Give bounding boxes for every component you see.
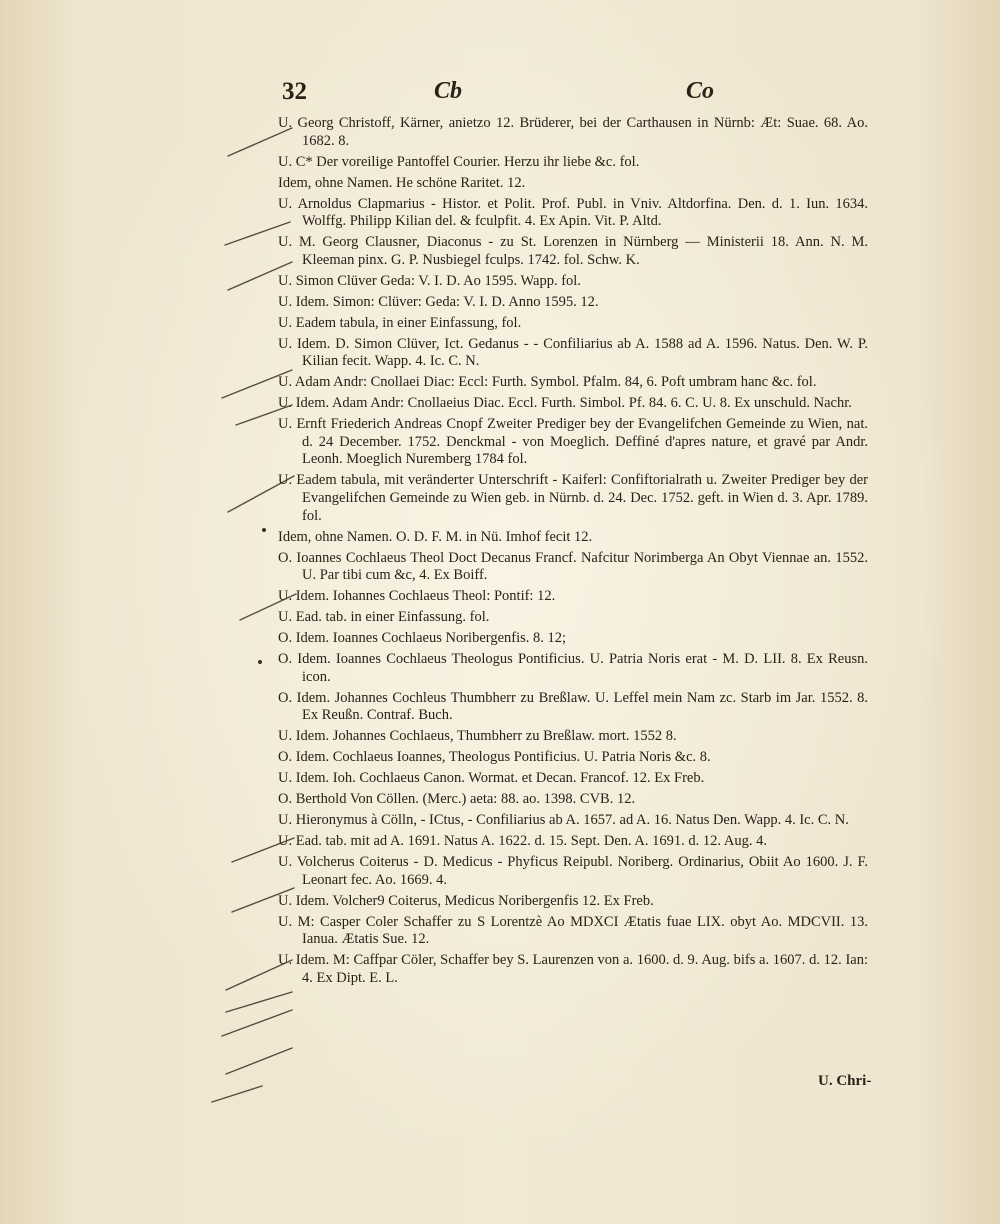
- catalog-entry: Idem, ohne Namen. O. D. F. M. in Nü. Imhof fecit 12.: [278, 528, 593, 545]
- catalog-entry: U. Simon Clüver Geda: V. I. D. Ao 1595. Wapp. fol.: [278, 272, 581, 289]
- running-head-right: Co: [686, 78, 715, 104]
- catalog-entry: U. Eadem tabula, mit veränderter Unterschrift - Kaiferl: Confiftorialrath u. Zweiter Prediger bey der Evangelifchen Gemeinde zu Wien geb. in Nürnb. d. 24. Dec. 1752. geft. in Wien d. 3. Apr. 1789. fol.: [278, 472, 868, 524]
- catchword: U. Chri-: [818, 1073, 872, 1089]
- catalog-entry: U. Volcherus Coiterus - D. Medicus - Phyficus Reipubl. Noriberg. Ordinarius, Obiit Ao 1600. J. F. Leonart fec. Ao. 1669. 4.: [278, 854, 868, 888]
- catalog-entry: O. Ioannes Cochlaeus Theol Doct Decanus Francf. Nafcitur Norimberga An Obyt Viennae an. 1552. U. Par tibi cum &c, 4. Ex Boiff.: [278, 549, 868, 584]
- running-head-left: Cb: [434, 78, 463, 104]
- catalog-entry: U. Idem. D. Simon Clüver, Ict. Gedanus - - Confiliarius ab A. 1588 ad A. 1596. Natus. Den. W. P. Kilian fecit. Wapp. 4. Ic. C. N.: [278, 335, 868, 370]
- check-mark: [212, 1086, 262, 1102]
- catalog-entry: O. Idem. Cochlaeus Ioannes, Theologus Pontificius. U. Patria Noris &c. 8.: [278, 749, 711, 766]
- catalog-entry: O. Idem. Ioannes Cochlaeus Noribergenfis. 8. 12;: [278, 630, 567, 647]
- catalog-entry: U. Georg Christoff, Kärner, anietzo 12. Brüderer, bei der Carthausen in Nürnb: Æt: Suae. 68. Ao. 1682. 8.: [278, 115, 868, 149]
- page-number: 32: [282, 78, 307, 105]
- catalog-entry: U. Idem. Iohannes Cochlaeus Theol: Pontif: 12.: [278, 588, 556, 605]
- catalog-entries: [278, 115, 868, 991]
- page-header: [282, 78, 862, 114]
- catalog-entry: U. Idem. Ioh. Cochlaeus Canon. Wormat. et Decan. Francof. 12. Ex Freb.: [278, 770, 705, 787]
- catalog-entry: U. M: Casper Coler Schaffer zu S Lorentzè Ao MDXCI Ætatis fuae LIX. obyt Ao. MDCVII. 13. Ianua. Ætatis Sue. 12.: [278, 913, 868, 948]
- catalog-entry: U. Idem. Volcher9 Coiterus, Medicus Noribergenfis 12. Ex Freb.: [278, 892, 654, 909]
- catalog-entry: U. Idem. Adam Andr: Cnollaeius Diac. Eccl. Furth. Simbol. Pf. 84. 6. C. U. 8. Ex unschuld. Nachr.: [278, 395, 852, 412]
- catalog-entry: U. Adam Andr: Cnollaei Diac: Eccl: Furth. Symbol. Pfalm. 84, 6. Poft umbram hanc &c. fol.: [278, 374, 817, 391]
- catalog-entry: U. Hieronymus à Cölln, - ICtus, - Confiliarius ab A. 1657. ad A. 16. Natus Den. Wapp. 4. Ic. C. N.: [278, 812, 849, 829]
- catalog-entry: U. Eadem tabula, in einer Einfassung, fol.: [278, 314, 522, 331]
- catalog-entry: U. Ead. tab. mit ad A. 1691. Natus A. 1622. d. 15. Sept. Den. A. 1691. d. 12. Aug. 4.: [278, 833, 767, 850]
- catalog-entry: Idem, ohne Namen. He schöne Raritet. 12.: [278, 174, 526, 191]
- catalog-entry: O. Berthold Von Cöllen. (Merc.) aeta: 88. ao. 1398. CVB. 12.: [278, 791, 636, 808]
- catalog-entry: U. Ead. tab. in einer Einfassung. fol.: [278, 609, 490, 626]
- ink-dot: [258, 660, 262, 664]
- catalog-entry: U. Idem. Simon: Clüver: Geda: V. I. D. Anno 1595. 12.: [278, 293, 599, 310]
- check-mark: [226, 1048, 292, 1074]
- catalog-entry: U. Idem. Johannes Cochlaeus, Thumbherr zu Breßlaw. mort. 1552 8.: [278, 728, 677, 745]
- check-mark: [226, 992, 292, 1012]
- catalog-entry: O. Idem. Ioannes Cochlaeus Theologus Pontificius. U. Patria Noris erat - M. D. LII. 8. Ex Reusn. icon.: [278, 651, 868, 685]
- catalog-entry: O. Idem. Johannes Cochleus Thumbherr zu Breßlaw. U. Leffel mein Nam zc. Starb im Jar. 1552. 8. Ex Reußn. Contraf. Buch.: [278, 689, 868, 724]
- catalog-entry: U. Ernft Friederich Andreas Cnopf Zweiter Prediger bey der Evangelifchen Gemeinde zu Wien, nat. d. 24 December. 1752. Denckmal - von Moeglich. Deffiné d'apres nature, et gravé par Andr. Leonh. Moeglich Nuremberg 1784 fol.: [278, 416, 868, 468]
- catalog-entry: U. Idem. M: Caffpar Cöler, Schaffer bey S. Laurenzen von a. 1600. d. 9. Aug. bifs a. 1607. d. 12. Ian: 4. Ex Dipt. E. L.: [278, 952, 868, 986]
- catalog-entry: U. Arnoldus Clapmarius - Histor. et Polit. Prof. Publ. in Vniv. Altdorfina. Den. d. 1. Iun. 1634. Wolffg. Philipp Kilian del. & fculpfit. 4. Ex Apin. Vit. P. Altd.: [278, 195, 868, 230]
- ink-dot: [262, 528, 266, 532]
- catalog-entry: U. M. Georg Clausner, Diaconus - zu St. Lorenzen in Nürnberg — Ministerii 18. Ann. N. M. Kleeman pinx. G. P. Nusbiegel fculps. 1742. fol. Schw. K.: [278, 234, 868, 268]
- catalog-entry: U. C* Der voreilige Pantoffel Courier. Herzu ihr liebe &c. fol.: [278, 153, 640, 170]
- check-mark: [222, 1010, 292, 1036]
